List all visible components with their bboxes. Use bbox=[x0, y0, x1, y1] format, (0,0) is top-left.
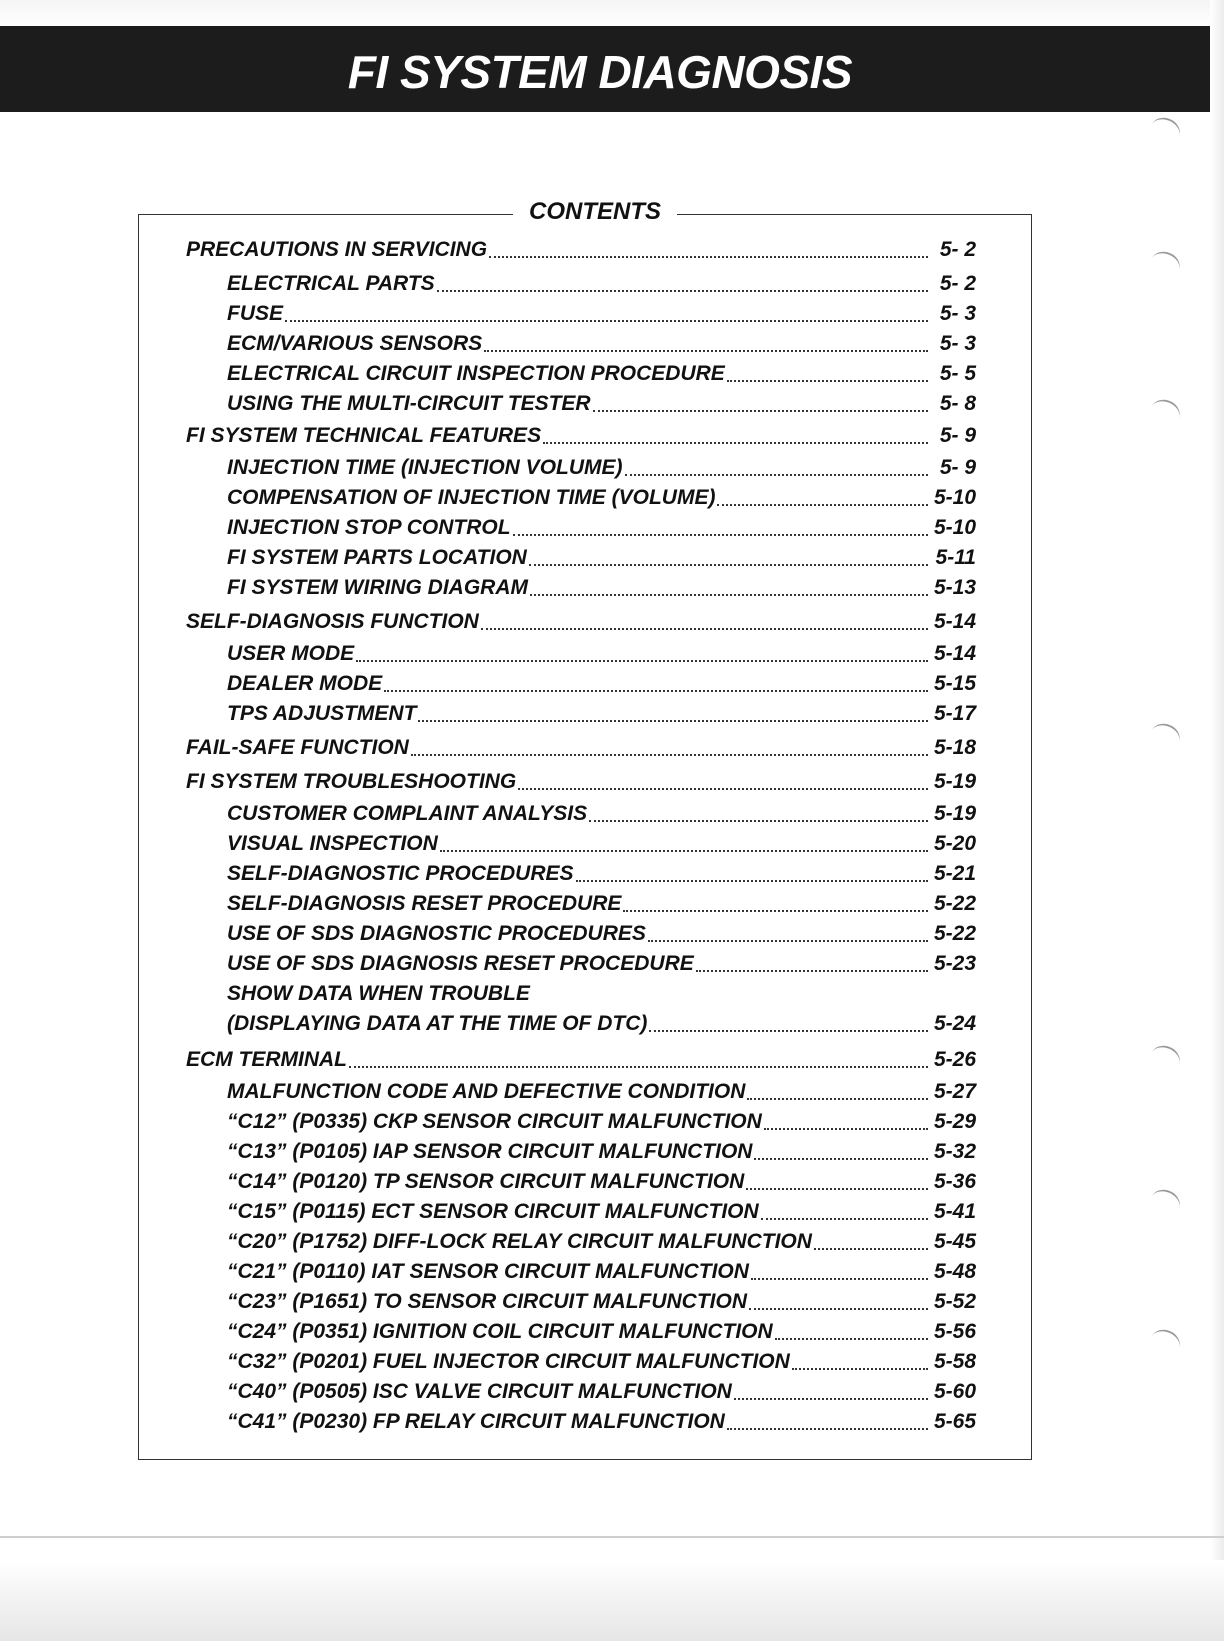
toc-entry-page: 5-19 bbox=[933, 770, 976, 793]
toc-entry bbox=[227, 484, 976, 512]
toc-entry-label: COMPENSATION OF INJECTION TIME (VOLUME) bbox=[227, 486, 716, 509]
toc-entry-label: INJECTION STOP CONTROL bbox=[227, 516, 511, 539]
toc-entry-page: 5- 9 bbox=[939, 424, 976, 447]
toc-entry bbox=[186, 608, 976, 636]
toc-entry-label: “C15” (P0115) ECT SENSOR CIRCUIT MALFUNCTION bbox=[227, 1200, 759, 1223]
toc-leader-dots bbox=[440, 850, 928, 852]
toc-leader-dots bbox=[625, 474, 928, 476]
toc-entry bbox=[186, 1046, 976, 1074]
page-right-edge bbox=[1210, 0, 1224, 1641]
toc-entry bbox=[227, 670, 976, 698]
toc-entry bbox=[227, 640, 976, 668]
toc-entry-page: 5-32 bbox=[933, 1140, 976, 1163]
toc-leader-dots bbox=[754, 1158, 928, 1160]
toc-entry-page: 5-14 bbox=[933, 642, 976, 665]
toc-entry-page: 5-29 bbox=[933, 1110, 976, 1133]
binder-ring-mark bbox=[1146, 247, 1184, 282]
toc-leader-dots bbox=[696, 970, 928, 972]
toc-leader-dots bbox=[349, 1066, 928, 1068]
toc-leader-dots bbox=[481, 628, 928, 630]
toc-entry bbox=[227, 1288, 976, 1316]
toc-entry-label: SHOW DATA WHEN TROUBLE bbox=[227, 982, 530, 1005]
toc-entry bbox=[227, 1318, 976, 1346]
binder-ring-mark bbox=[1146, 113, 1184, 148]
toc-entry-label: MALFUNCTION CODE AND DEFECTIVE CONDITION bbox=[227, 1080, 746, 1103]
binder-ring-mark bbox=[1146, 1185, 1184, 1220]
toc-entry-page: 5-26 bbox=[933, 1048, 976, 1071]
page-bottom-line bbox=[0, 1536, 1224, 1538]
toc-entry-page: 5-20 bbox=[933, 832, 976, 855]
toc-entry-page: 5- 8 bbox=[939, 392, 976, 415]
toc-leader-dots bbox=[623, 910, 928, 912]
toc-entry bbox=[227, 360, 976, 388]
toc-entry-label: SELF-DIAGNOSTIC PROCEDURES bbox=[227, 862, 574, 885]
contents-heading bbox=[0, 192, 1190, 232]
toc-entry-label: USER MODE bbox=[227, 642, 355, 665]
toc-leader-dots bbox=[761, 1218, 928, 1220]
title-bar bbox=[0, 26, 1212, 112]
toc-entry-label: FI SYSTEM TROUBLESHOOTING bbox=[186, 770, 517, 793]
toc-entry bbox=[227, 1138, 976, 1166]
page-title: FI SYSTEM DIAGNOSIS bbox=[347, 46, 853, 98]
toc-entry-page: 5-13 bbox=[933, 576, 976, 599]
toc-entry bbox=[227, 574, 976, 602]
toc-leader-dots bbox=[384, 690, 928, 692]
toc-entry bbox=[227, 390, 976, 418]
toc-leader-dots bbox=[418, 720, 928, 722]
toc-entry-label: “C13” (P0105) IAP SENSOR CIRCUIT MALFUNCTION bbox=[227, 1140, 753, 1163]
toc-leader-dots bbox=[518, 788, 928, 790]
toc-leader-dots bbox=[814, 1248, 928, 1250]
toc-entry-label: “C14” (P0120) TP SENSOR CIRCUIT MALFUNCTION bbox=[227, 1170, 745, 1193]
toc-leader-dots bbox=[727, 1428, 928, 1430]
binder-ring-mark bbox=[1146, 395, 1184, 430]
toc-entry-page: 5-15 bbox=[933, 672, 976, 695]
toc-entry-label: USE OF SDS DIAGNOSIS RESET PROCEDURE bbox=[227, 952, 694, 975]
toc-entry-label: “C40” (P0505) ISC VALVE CIRCUIT MALFUNCTION bbox=[227, 1380, 732, 1403]
toc-entry-label: “C23” (P1651) TO SENSOR CIRCUIT MALFUNCTION bbox=[227, 1290, 748, 1313]
toc-entry-page: 5-23 bbox=[933, 952, 976, 975]
toc-leader-dots bbox=[513, 534, 928, 536]
toc-entry-label: “C32” (P0201) FUEL INJECTOR CIRCUIT MALFUNCTION bbox=[227, 1350, 790, 1373]
toc-leader-dots bbox=[484, 350, 928, 352]
toc-entry-label: ELECTRICAL PARTS bbox=[227, 272, 435, 295]
toc-entry-label: “C41” (P0230) FP RELAY CIRCUIT MALFUNCTION bbox=[227, 1410, 725, 1433]
toc-entry bbox=[186, 734, 976, 762]
toc-leader-dots bbox=[411, 754, 928, 756]
toc-entry bbox=[227, 1108, 976, 1136]
toc-entry bbox=[227, 270, 976, 298]
toc-entry bbox=[227, 830, 976, 858]
toc-entry-label: INJECTION TIME (INJECTION VOLUME) bbox=[227, 456, 623, 479]
toc-entry bbox=[227, 454, 976, 482]
toc-leader-dots bbox=[775, 1338, 928, 1340]
toc-entry-label: “C12” (P0335) CKP SENSOR CIRCUIT MALFUNCTION bbox=[227, 1110, 762, 1133]
toc-entry-page: 5-21 bbox=[933, 862, 976, 885]
toc-entry bbox=[227, 1168, 976, 1196]
toc-entry-page: 5- 3 bbox=[939, 332, 976, 355]
toc-entry bbox=[227, 1378, 976, 1406]
toc-entry bbox=[227, 920, 976, 948]
toc-entry-page: 5-10 bbox=[933, 486, 976, 509]
toc-entry-label: USING THE MULTI-CIRCUIT TESTER bbox=[227, 392, 591, 415]
toc-entry bbox=[227, 1408, 976, 1436]
toc-leader-dots bbox=[543, 442, 928, 444]
toc-entry-label: DEALER MODE bbox=[227, 672, 383, 695]
toc-entry bbox=[227, 890, 976, 918]
toc-entry-label: TPS ADJUSTMENT bbox=[227, 702, 417, 725]
toc-entry bbox=[227, 1228, 976, 1256]
toc-entry-label: FI SYSTEM WIRING DIAGRAM bbox=[227, 576, 528, 599]
toc-entry-label: (DISPLAYING DATA AT THE TIME OF DTC) bbox=[227, 1012, 648, 1035]
toc-leader-dots bbox=[529, 564, 928, 566]
toc-leader-dots bbox=[751, 1278, 928, 1280]
toc-entry bbox=[186, 422, 976, 450]
toc-entry bbox=[186, 768, 976, 796]
toc-entry-page: 5- 2 bbox=[939, 238, 976, 261]
toc-entry-label: FI SYSTEM TECHNICAL FEATURES bbox=[186, 424, 542, 447]
toc-entry bbox=[227, 1348, 976, 1376]
toc-entry bbox=[227, 300, 976, 328]
binder-ring-mark bbox=[1146, 719, 1184, 754]
toc-leader-dots bbox=[285, 320, 928, 322]
toc-entry-label: SELF-DIAGNOSIS FUNCTION bbox=[186, 610, 479, 633]
toc-entry-label: “C21” (P0110) IAT SENSOR CIRCUIT MALFUNCTION bbox=[227, 1260, 749, 1283]
scan-top-edge bbox=[0, 0, 1224, 26]
toc-entry bbox=[227, 330, 976, 358]
toc-entry-page: 5-19 bbox=[933, 802, 976, 825]
toc-entry bbox=[227, 1198, 976, 1226]
toc-leader-dots bbox=[746, 1188, 928, 1190]
toc-leader-dots bbox=[792, 1368, 928, 1370]
toc-entry-page: 5-11 bbox=[935, 546, 976, 569]
binder-ring-mark bbox=[1146, 1041, 1184, 1076]
toc-entry-page: 5-14 bbox=[933, 610, 976, 633]
toc-entry bbox=[227, 1078, 976, 1106]
toc-entry-page: 5-36 bbox=[933, 1170, 976, 1193]
toc-leader-dots bbox=[576, 880, 928, 882]
toc-leader-dots bbox=[489, 256, 928, 258]
toc-entry-label: “C24” (P0351) IGNITION COIL CIRCUIT MALFUNCTION bbox=[227, 1320, 773, 1343]
toc-entry bbox=[227, 860, 976, 888]
toc-leader-dots bbox=[734, 1398, 928, 1400]
toc-leader-dots bbox=[356, 660, 928, 662]
contents-heading-text: CONTENTS bbox=[513, 198, 677, 225]
toc-entry-label: ECM TERMINAL bbox=[186, 1048, 347, 1071]
toc-entry bbox=[227, 544, 976, 572]
toc-entry-label: VISUAL INSPECTION bbox=[227, 832, 438, 855]
toc-entry-page: 5-17 bbox=[933, 702, 976, 725]
toc-entry-page: 5- 5 bbox=[939, 362, 976, 385]
toc-entry-page: 5- 3 bbox=[939, 302, 976, 325]
toc-entry-page: 5-27 bbox=[933, 1080, 976, 1103]
toc-leader-dots bbox=[589, 820, 928, 822]
toc-entry bbox=[227, 1010, 976, 1038]
toc-leader-dots bbox=[649, 1030, 928, 1032]
toc-entry bbox=[227, 980, 976, 1008]
toc-entry-label: FUSE bbox=[227, 302, 284, 325]
toc-entry bbox=[227, 700, 976, 728]
toc-entry-page: 5-60 bbox=[933, 1380, 976, 1403]
toc-entry-page: 5-22 bbox=[933, 922, 976, 945]
toc-entry-label: PRECAUTIONS IN SERVICING bbox=[186, 238, 488, 261]
page-bottom-shadow bbox=[0, 1560, 1224, 1641]
toc-entry-page: 5-24 bbox=[933, 1012, 976, 1035]
toc-entry-label: FI SYSTEM PARTS LOCATION bbox=[227, 546, 527, 569]
toc-leader-dots bbox=[747, 1098, 928, 1100]
toc-leader-dots bbox=[530, 594, 928, 596]
toc-entry-page: 5-18 bbox=[933, 736, 976, 759]
toc-entry bbox=[227, 1258, 976, 1286]
toc-leader-dots bbox=[437, 290, 928, 292]
toc-entry bbox=[186, 236, 976, 264]
toc-leader-dots bbox=[764, 1128, 928, 1130]
toc-entry-label: FAIL-SAFE FUNCTION bbox=[186, 736, 409, 759]
toc-entry bbox=[227, 950, 976, 978]
toc-leader-dots bbox=[727, 380, 928, 382]
toc-entry-label: USE OF SDS DIAGNOSTIC PROCEDURES bbox=[227, 922, 646, 945]
toc-entry-page: 5-56 bbox=[933, 1320, 976, 1343]
toc-entry bbox=[227, 514, 976, 542]
toc-entry-label: CUSTOMER COMPLAINT ANALYSIS bbox=[227, 802, 588, 825]
toc-entry-page: 5-22 bbox=[933, 892, 976, 915]
toc-entry-page: 5-10 bbox=[933, 516, 976, 539]
toc-entry bbox=[227, 800, 976, 828]
toc-leader-dots bbox=[593, 410, 928, 412]
toc-leader-dots bbox=[717, 504, 928, 506]
toc-entry-page: 5-58 bbox=[933, 1350, 976, 1373]
toc-entry-page: 5- 2 bbox=[939, 272, 976, 295]
toc-leader-dots bbox=[749, 1308, 928, 1310]
toc-entry-label: SELF-DIAGNOSIS RESET PROCEDURE bbox=[227, 892, 622, 915]
toc-entry-page: 5- 9 bbox=[939, 456, 976, 479]
toc-entry-page: 5-52 bbox=[933, 1290, 976, 1313]
toc-entry-label: “C20” (P1752) DIFF-LOCK RELAY CIRCUIT MALFUNCTION bbox=[227, 1230, 812, 1253]
toc-entry-page: 5-45 bbox=[933, 1230, 976, 1253]
toc-entry-label: ECM/VARIOUS SENSORS bbox=[227, 332, 483, 355]
binder-ring-mark bbox=[1146, 1325, 1184, 1360]
toc-entry-page: 5-48 bbox=[933, 1260, 976, 1283]
toc-leader-dots bbox=[648, 940, 928, 942]
toc-entry-page: 5-65 bbox=[933, 1410, 976, 1433]
toc-entry-label: ELECTRICAL CIRCUIT INSPECTION PROCEDURE bbox=[227, 362, 725, 385]
toc-entry-page: 5-41 bbox=[933, 1200, 976, 1223]
